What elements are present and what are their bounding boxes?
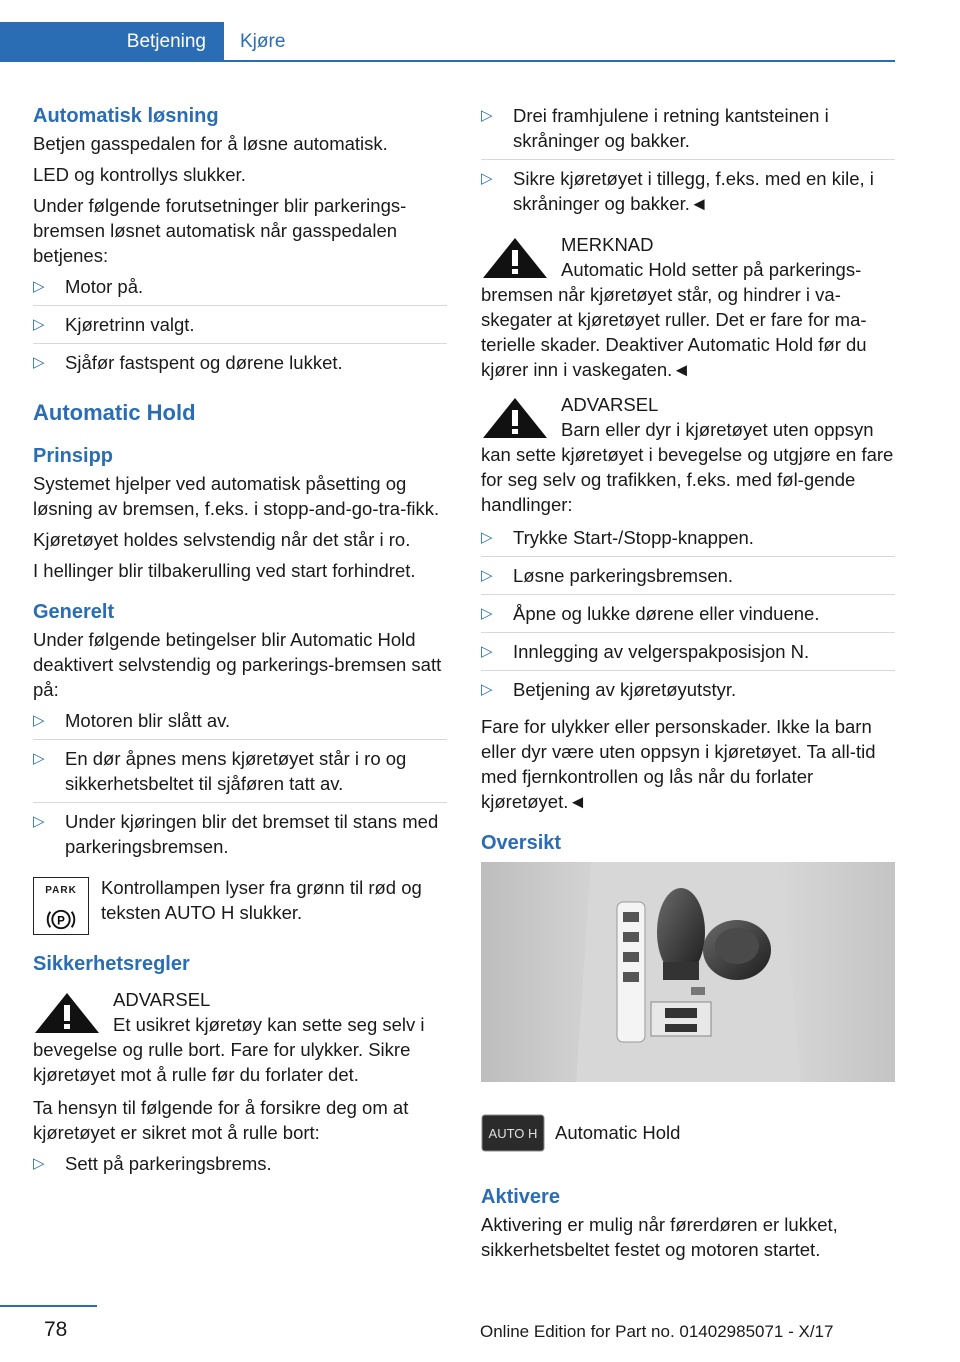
- paragraph: Aktivering er mulig når førerdøren er lukket, sikkerhetsbeltet festet og motoren startet.: [481, 1214, 838, 1260]
- paragraph: I hellinger blir tilbakerulling ved start forhindret.: [33, 560, 416, 581]
- triangle-bullet-icon: ▷: [33, 316, 45, 333]
- heading-automatic-hold: Automatic Hold: [33, 400, 196, 425]
- tab-betjening[interactable]: [0, 22, 224, 62]
- list-item: ▷ Betjening av kjøretøyutstyr.: [481, 679, 737, 700]
- triangle-bullet-icon: ▷: [33, 750, 45, 767]
- bullet-list: [33, 1151, 447, 1182]
- list-item: ▷ Motoren blir slått av.: [33, 708, 447, 740]
- triangle-bullet-icon: ▷: [33, 712, 45, 729]
- triangle-bullet-icon: ▷: [33, 278, 45, 295]
- warning-triangle-icon: [481, 396, 549, 440]
- bullet-list: [33, 708, 447, 865]
- header-rule: [0, 60, 895, 62]
- autoh-caption: Automatic Hold: [555, 1122, 681, 1143]
- svg-text:P: P: [57, 914, 65, 928]
- page-number: 78: [44, 1318, 68, 1341]
- paragraph: Under følgende betingelser blir Automatic Hold deaktivert selvstendig og parkerings-bremsen satt på:: [33, 629, 442, 700]
- list-item: ▷ Åpne og lukke dørene eller vinduene.: [481, 601, 895, 633]
- footer-rule: [0, 1305, 97, 1307]
- list-item: ▷ Motor på.: [33, 274, 447, 306]
- note-text: Automatic Hold setter på parkerings-bremsen når kjøretøyet står, og hindrer i va-skegater at kjøretøyet ruller. Det er fare for ma-terielle skader. Deaktiver Automatic Hold før du kjører inn i vaskegaten.◄: [481, 259, 867, 380]
- paragraph: Fare for ulykker eller personskader. Ikke la barn eller dyr være uten oppsyn i kjøretøyet. Ta all-tid med fjernkontrollen og lås når du forlater kjøretøyet.◄: [481, 716, 876, 812]
- heading-activate: Aktivere: [481, 1186, 560, 1208]
- paragraph: Ta hensyn til følgende for å forsikre deg om at kjøretøyet er sikret mot å rulle bort:: [33, 1097, 409, 1143]
- warning-label: ADVARSEL: [113, 989, 211, 1010]
- note-notice: [481, 232, 895, 382]
- warning-text: Barn eller dyr i kjøretøyet uten oppsyn kan sette kjøretøyet i bevegelse og utgjøre en fare for seg selv og trafikken, f.eks. med føl-gende handlinger:: [481, 419, 894, 515]
- paragraph: Kjøretøyet holdes selvstendig når det står i ro.: [33, 529, 411, 550]
- triangle-bullet-icon: ▷: [481, 681, 493, 698]
- list-item: ▷ Sjåfør fastspent og dørene lukket.: [33, 352, 343, 373]
- paragraph: Systemet hjelper ved automatisk påsetting og løsning av bremsen, f.eks. i stopp-and-go-tra-fikk.: [33, 473, 440, 519]
- list-item: ▷ Trykke Start-/Stopp-knappen.: [481, 525, 895, 557]
- heading-general: Generelt: [33, 601, 115, 623]
- park-note-text: Kontrollampen lyser fra grønn til rød og teksten AUTO H slukker.: [101, 877, 422, 923]
- bullet-list: [481, 103, 895, 222]
- paragraph: LED og kontrollys slukker.: [33, 164, 246, 185]
- auto-h-button-label: AUTO H: [488, 1126, 538, 1141]
- triangle-bullet-icon: ▷: [481, 643, 493, 660]
- warning-text: Et usikret kjøretøy kan sette seg selv i bevegelse og rulle bort. Fare for ulykker. Sikre kjøretøyet mot å rulle før du forlater det.: [33, 1014, 425, 1085]
- heading-safety: Sikkerhetsregler: [33, 953, 190, 975]
- triangle-bullet-icon: ▷: [481, 567, 493, 584]
- right-column: [481, 103, 895, 1268]
- park-indicator-note: [33, 875, 447, 935]
- triangle-bullet-icon: ▷: [33, 354, 45, 371]
- triangle-bullet-icon: ▷: [33, 1155, 45, 1172]
- list-item: ▷ Sikre kjøretøyet i tillegg, f.eks. med en kile, i skråninger og bakker.◄: [481, 168, 874, 214]
- park-brake-symbol-icon: [46, 905, 76, 934]
- list-item: ▷ Under kjøringen blir det bremset til stans med parkeringsbremsen.: [33, 811, 439, 857]
- bullet-list: [33, 274, 447, 381]
- list-item: ▷ Kjøretrinn valgt.: [33, 312, 447, 344]
- left-column: [33, 103, 447, 1188]
- bullet-list: [481, 525, 895, 708]
- warning-triangle-icon: [481, 236, 549, 280]
- paragraph: Under følgende forutsetninger blir parkerings-bremsen løsnet automatisk når gasspedalen betjenes:: [33, 195, 407, 266]
- tab-kjore[interactable]: Kjøre: [240, 31, 286, 52]
- triangle-bullet-icon: ▷: [481, 529, 493, 546]
- triangle-bullet-icon: ▷: [481, 107, 493, 124]
- heading-principle: Prinsipp: [33, 445, 114, 467]
- triangle-bullet-icon: ▷: [481, 170, 493, 187]
- heading-overview: Oversikt: [481, 832, 562, 854]
- header-bar: [0, 22, 895, 62]
- center-console-photo: [481, 862, 895, 1082]
- tab-betjening-label: Betjening: [126, 31, 206, 52]
- list-item: ▷ Drei framhjulene i retning kantsteinen i skråninger og bakker.: [481, 103, 895, 160]
- auto-h-button-icon: [481, 1114, 545, 1152]
- list-item: ▷ Innlegging av velgerspakposisjon N.: [481, 639, 895, 671]
- paragraph: Betjen gasspedalen for å løsne automatisk.: [33, 133, 388, 154]
- list-item: ▷ Løsne parkeringsbremsen.: [481, 563, 895, 595]
- warning-label: ADVARSEL: [561, 394, 659, 415]
- edition-label: Online Edition for Part no. 01402985071 - X/17: [480, 1322, 834, 1341]
- warning-triangle-icon: [33, 991, 101, 1035]
- list-item: ▷ Sett på parkeringsbrems.: [33, 1153, 272, 1174]
- heading-auto-release: Automatisk løsning: [33, 105, 219, 127]
- warning-notice: [481, 392, 895, 517]
- warning-notice: [33, 987, 447, 1087]
- triangle-bullet-icon: ▷: [481, 605, 493, 622]
- park-indicator-icon: [33, 877, 89, 935]
- note-label: MERKNAD: [561, 234, 654, 255]
- park-label: PARK: [45, 885, 77, 896]
- list-item: ▷ En dør åpnes mens kjøretøyet står i ro og sikkerhetsbeltet til sjåføren tatt av.: [33, 746, 447, 803]
- autoh-caption-row: [481, 1114, 895, 1168]
- triangle-bullet-icon: ▷: [33, 813, 45, 830]
